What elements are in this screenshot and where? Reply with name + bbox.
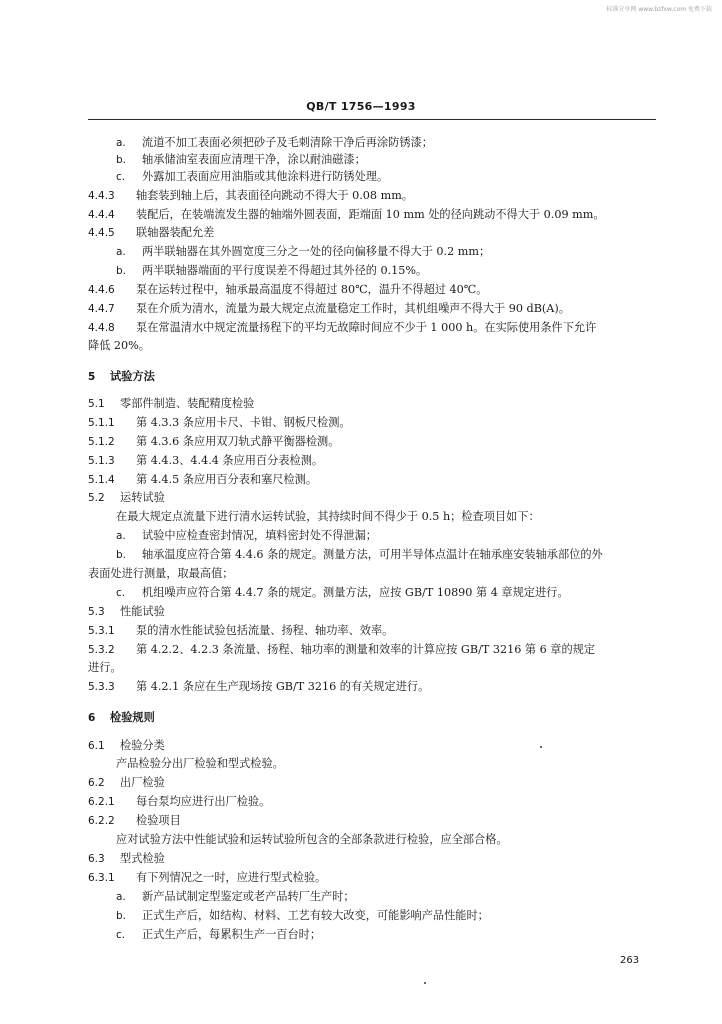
clause-text: 第 4.3.6 条应用双刀轨式静平衡器检测。 bbox=[136, 435, 340, 448]
item-text: 两半联轴器在其外圆宽度三分之一处的径向偏移量不得大于 0.2 mm； bbox=[142, 245, 491, 258]
list-item bbox=[116, 548, 603, 562]
clause-text: 每台泵均应进行出厂检验。 bbox=[136, 795, 271, 808]
clause-number: 5.1.3 bbox=[88, 455, 115, 467]
item-text: 进行。 bbox=[88, 661, 122, 674]
clause bbox=[88, 416, 351, 430]
clause bbox=[88, 739, 165, 753]
clause bbox=[88, 680, 429, 694]
item-text: 机组噪声应符合第 4.4.7 条的规定。测量方法，应按 GB/T 10890 第 4 章规定进行。 bbox=[142, 586, 569, 599]
item-number: b. bbox=[116, 910, 127, 922]
scan-speck bbox=[424, 982, 426, 984]
clause bbox=[88, 605, 165, 619]
clause-text: 性能试验 bbox=[120, 605, 165, 618]
clause-number: 6.3.1 bbox=[88, 872, 115, 884]
item-text: 两半联轴器端面的平行度误差不得超过其外径的 0.15%。 bbox=[142, 264, 428, 277]
paragraph bbox=[116, 833, 508, 847]
clause-text: 泵在常温清水中规定流量扬程下的平均无故障时间应不少于 1 000 h。在实际使用条件下允许 bbox=[136, 321, 597, 334]
clause bbox=[88, 871, 326, 885]
list-item bbox=[116, 529, 377, 543]
item-number: b. bbox=[116, 154, 127, 166]
item-text: 流道不加工表面必须把砂子及毛刺清除干净后再涂防锈漆； bbox=[142, 136, 433, 149]
item-text: 新产品试制定型鉴定或老产品转厂生产时； bbox=[142, 890, 355, 903]
clause-text: 泵在介质为清水，流量为最大规定点流量稳定工作时，其机组噪声不得大于 90 dB(A)。 bbox=[136, 302, 570, 315]
clause bbox=[88, 435, 339, 449]
section-number: 5 bbox=[88, 371, 96, 383]
item-text: 外露加工表面应用油脂或其他涂料进行防锈处理。 bbox=[142, 170, 389, 183]
clause-number: 5.1.1 bbox=[88, 417, 115, 429]
clause-number: 5.3.3 bbox=[88, 681, 115, 693]
clause-number: 5.1.2 bbox=[88, 436, 115, 448]
standard-header: QB/T 1756—1993 bbox=[306, 100, 416, 113]
paragraph bbox=[116, 510, 540, 524]
continuation-text bbox=[88, 567, 233, 581]
clause-number: 5.1 bbox=[88, 398, 105, 410]
item-text: 试验中应检查密封情况，填料密封处不得泄漏； bbox=[142, 529, 377, 542]
clause-number: 6.2.2 bbox=[88, 815, 115, 827]
clause-number: 4.4.8 bbox=[88, 322, 115, 334]
page-number: 263 bbox=[620, 955, 640, 966]
clause-number: 5.2 bbox=[88, 492, 105, 504]
item-text: 表面处进行测量，取最高值； bbox=[88, 567, 234, 580]
header-rule bbox=[88, 119, 656, 120]
clause-text: 运转试验 bbox=[120, 491, 165, 504]
clause-text: 第 4.2.2、4.2.3 条流量、扬程、轴功率的测量和效率的计算应按 GB/T 3216 第 6 章的规定 bbox=[136, 643, 596, 656]
clause bbox=[88, 643, 595, 657]
clause bbox=[88, 473, 317, 487]
clause-number: 4.4.4 bbox=[88, 209, 115, 221]
item-text: 正式生产后，如结构、材料、工艺有较大改变，可能影响产品性能时； bbox=[142, 909, 489, 922]
section-heading bbox=[88, 711, 155, 725]
paragraph-text: 在最大规定点流量下进行清水运转试验，其持续时间不得少于 0.5 h；检查项目如下： bbox=[116, 510, 540, 523]
clause bbox=[88, 189, 413, 203]
item-text: 轴承温度应符合第 4.4.6 条的规定。测量方法，可用半导体点温计在轴承座安装轴承部位的外 bbox=[142, 548, 603, 561]
clause bbox=[88, 302, 570, 316]
clause bbox=[88, 283, 488, 297]
clause-number: 6.3 bbox=[88, 853, 105, 865]
item-number: c. bbox=[116, 929, 126, 941]
clause bbox=[88, 321, 596, 335]
clause-text: 装配后，在装端流发生器的轴端外圆表面，距端面 10 mm 处的径向跳动不得大于 0.09 mm。 bbox=[136, 208, 605, 221]
item-number: b. bbox=[116, 265, 127, 277]
clause-number: 6.2 bbox=[88, 777, 105, 789]
clause-text: 第 4.4.5 条应用百分表和塞尺检测。 bbox=[136, 473, 318, 486]
clause-text: 轴套装到轴上后，其表面径向跳动不得大于 0.08 mm。 bbox=[136, 189, 413, 202]
list-item bbox=[116, 909, 489, 923]
item-number: b. bbox=[116, 549, 127, 561]
clause-text: 有下列情况之一时，应进行型式检验。 bbox=[136, 871, 327, 884]
clause-number: 4.4.7 bbox=[88, 303, 115, 315]
clause bbox=[88, 208, 605, 222]
continuation-text bbox=[88, 339, 150, 353]
list-item bbox=[116, 890, 355, 904]
paragraph bbox=[116, 757, 284, 771]
clause-text: 检验分类 bbox=[120, 739, 165, 752]
list-item bbox=[116, 136, 433, 150]
item-number: a. bbox=[116, 246, 126, 258]
section-number: 6 bbox=[88, 712, 96, 724]
item-text: 正式生产后，每累积生产一百台时； bbox=[142, 928, 322, 941]
clause-number: 6.1 bbox=[88, 740, 105, 752]
clause-number: 5.3.2 bbox=[88, 644, 115, 656]
section-heading bbox=[88, 370, 155, 384]
clause bbox=[88, 776, 165, 790]
item-number: c. bbox=[116, 171, 126, 183]
clause bbox=[88, 624, 393, 638]
clause-text: 泵在运转过程中，轴承最高温度不得超过 80℃，温升不得超过 40℃。 bbox=[136, 283, 488, 296]
item-number: c. bbox=[116, 587, 126, 599]
paragraph-text: 应对试验方法中性能试验和运转试验所包含的全部条款进行检验，应全部合格。 bbox=[116, 833, 508, 846]
clause-number: 5.3 bbox=[88, 606, 105, 618]
clause-text: 第 4.2.1 条应在生产现场按 GB/T 3216 的有关规定进行。 bbox=[136, 680, 430, 693]
list-item bbox=[116, 170, 388, 184]
clause-number: 4.4.3 bbox=[88, 190, 115, 202]
section-title: 试验方法 bbox=[110, 370, 155, 383]
scan-speck bbox=[540, 746, 542, 748]
continuation-text bbox=[88, 661, 122, 675]
clause bbox=[88, 491, 165, 505]
clause bbox=[88, 852, 165, 866]
watermark: 标准分享网 www.bzfxw.com 免费下载 bbox=[606, 6, 712, 13]
item-number: a. bbox=[116, 137, 126, 149]
item-number: a. bbox=[116, 891, 126, 903]
clause-number: 4.4.5 bbox=[88, 227, 115, 239]
clause-number: 5.3.1 bbox=[88, 625, 115, 637]
clause-text: 联轴器装配允差 bbox=[136, 226, 215, 239]
clause-text: 第 4.3.3 条应用卡尺、卡钳、钢板尺检测。 bbox=[136, 416, 351, 429]
list-item bbox=[116, 586, 569, 600]
clause-text: 零部件制造、装配精度检验 bbox=[120, 397, 255, 410]
list-item bbox=[116, 153, 366, 167]
section-title: 检验规则 bbox=[110, 711, 155, 724]
item-text: 轴承储油室表面应清理干净，涂以耐油磁漆； bbox=[142, 153, 366, 166]
clause-number: 5.1.4 bbox=[88, 474, 115, 486]
item-text: 降低 20%。 bbox=[88, 339, 150, 352]
clause bbox=[88, 226, 214, 240]
clause-text: 型式检验 bbox=[120, 852, 165, 865]
clause bbox=[88, 795, 270, 809]
clause bbox=[88, 454, 323, 468]
item-number: a. bbox=[116, 530, 126, 542]
clause-text: 检验项目 bbox=[136, 814, 181, 827]
clause-number: 4.4.6 bbox=[88, 284, 115, 296]
list-item bbox=[116, 928, 321, 942]
clause-number: 6.2.1 bbox=[88, 796, 115, 808]
clause-text: 第 4.4.3、4.4.4 条应用百分表检测。 bbox=[136, 454, 324, 467]
clause-text: 泵的清水性能试验包括流量、扬程、轴功率、效率。 bbox=[136, 624, 394, 637]
clause-text: 出厂检验 bbox=[120, 776, 165, 789]
clause bbox=[88, 814, 181, 828]
clause bbox=[88, 397, 254, 411]
list-item bbox=[116, 264, 427, 278]
list-item bbox=[116, 245, 490, 259]
paragraph-text: 产品检验分出厂检验和型式检验。 bbox=[116, 757, 284, 770]
